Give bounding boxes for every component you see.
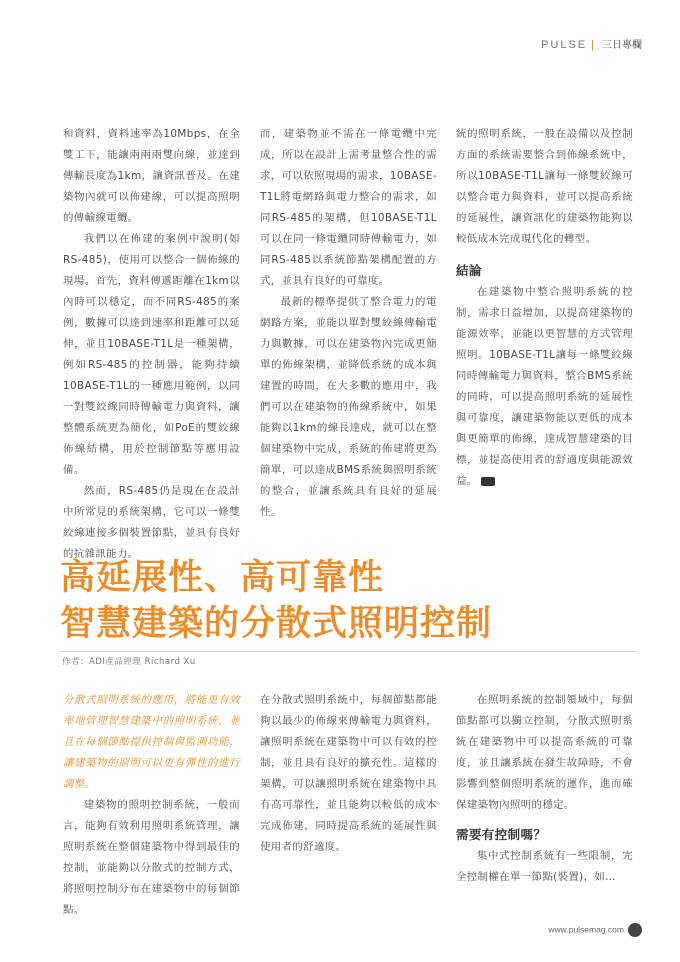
conclusion-heading: 結論 (456, 263, 482, 278)
paragraph: 在照明系統的控制領域中，每個節點都可以獨立控制，分散式照明系統在建築物中可以提高系統的可靠度，並且讓系統在發生故障時，不會影響到整個照明系統的運作，進而確保建築物內照明的穩定。 (456, 694, 633, 811)
bottom-column-1 (63, 690, 240, 921)
top-column-2 (260, 124, 437, 523)
article-title (60, 555, 492, 647)
page-number-badge (628, 923, 642, 937)
section-name: 三日專欄 (602, 40, 642, 51)
paragraph: 和資料，資料速率為10Mbps，在全雙工下，能讓兩兩兩雙向線，並達到傳輸長度為1km，讓資訊普及。在建築物內就可以佈建線，可以提高照明的傳輸線電纜。 (63, 128, 240, 224)
conclusion-text: 在建築物中整合照明系統的控制，需求日益增加，以提高建築物的能源效率，並能以更智慧的方式管理照明。10BASE-T1L讓每一條雙絞線同時傳輸電力與資料，整合BMS系統的同時，可以提高照明系統的延展性與可靠度，讓建築物能以更低的成本與更簡單的佈線，達成智慧建築的目標，並提高使用者的舒適度與能源效益。 (456, 286, 633, 487)
paragraph: 在分散式照明系統中，每個節點都能夠以最少的佈線來傳輸電力與資料，讓照明系統在建築物中可以有效的控制，並且具有良好的擴充性。這樣的架構，可以讓照明系統在建築物中具有高可靠性，並且能夠以較低的成本完成佈建，同時提高系統的延展性與使用者的舒適度。 (260, 694, 437, 853)
page-footer (548, 923, 642, 937)
lead-paragraph: 分散式照明系統的應用，將能更有效率地管理智慧建築中的照明系統，並且在每個節點提供控制與監測功能，讓建築物的照明可以更有彈性的進行調整。 (63, 694, 240, 790)
title-line-1: 高延展性、高可靠性 (60, 558, 385, 598)
title-divider (60, 651, 638, 652)
conclusion-paragraph (456, 282, 633, 492)
paragraph: 而，建築物並不需在一條電纜中完成，所以在設計上需考量整合性的需求，可以依照現場的需求，10BASE-T1L將電網路與電力整合的需求，如同RS-485的架構，但10BASE-T1L可以在同一條電纜同時傳輸電力，如同RS-485以系統節點架構配置的方式，並具有良好的可靠度。 (260, 128, 437, 287)
paragraph: 統的照明系統，一般在設備以及控制方面的系統需要整合到佈線系統中，所以10BASE-T1L讓每一條雙絞線可以整合電力與資料，並可以提高系統的延展性，讓資訊化的建築物能夠以較低成本完成現代化的轉型。 (456, 128, 633, 245)
footer-url[interactable]: www.pulsemag.com (548, 924, 624, 935)
paragraph: 建築物的照明控制系統，一般而言，能夠有效利用照明系統管理，讓照明系統在整個建築物中得到最佳的控制，並能夠以分散式的控制方式，將照明控制分布在建築物中的每個節點。 (63, 799, 240, 916)
byline: 作者：ADI產品經理 Richard Xu (62, 657, 196, 667)
subsection-heading: 需要有控制嗎？ (456, 827, 547, 842)
header-divider: | (591, 39, 596, 51)
top-column-3 (456, 124, 633, 492)
magazine-name: PULSE (541, 39, 588, 51)
bottom-column-2 (260, 690, 437, 858)
top-column-1 (63, 124, 240, 565)
paragraph: 我們以在佈建的案例中說明(如RS-485)，使用可以整合一個佈線的現場。首先，資料傳遞距離在1km以內時可以穩定，而不同RS-485的案例，數據可以達到速率和距離可以延伸，並且10BASE-T1L是一種架構，例如RS-485的控制器，能夠持續10BASE-T1L的一種應用範例，以同一對雙絞線同時傳輸電力與資料，讓整體系統更為簡化，如PoE的雙絞線佈線結構，用於控制節點等應用設備。 (63, 233, 240, 476)
bottom-column-3 (456, 690, 633, 888)
paragraph: 集中式控制系統有一些限制，完全控制權在單一節點(裝置)，如… (456, 850, 633, 883)
end-mark-icon (481, 477, 495, 486)
paragraph: 然而，RS-485仍是現在在設計中所常見的系統架構，它可以一條雙絞線連接多個裝置節點，並具有良好的抗雜訊能力。 (63, 485, 240, 560)
title-line-2: 智慧建築的分散式照明控制 (60, 604, 493, 644)
running-header (541, 36, 642, 51)
paragraph: 最新的標準提供了整合電力的電網路方案，並能以單對雙絞線傳輸電力與數據，可以在建築物內完成更簡單的佈線架構，並降低系統的成本與建置的時間，在大多數的應用中，我們可以在建築物的佈線系統中，如果能夠以1km的線長達成，就可以在整個建築物中完成，系統的佈建將更為簡單，可以達成BMS系統與照明系統的整合，並讓系統具有良好的延展性。 (260, 296, 437, 518)
